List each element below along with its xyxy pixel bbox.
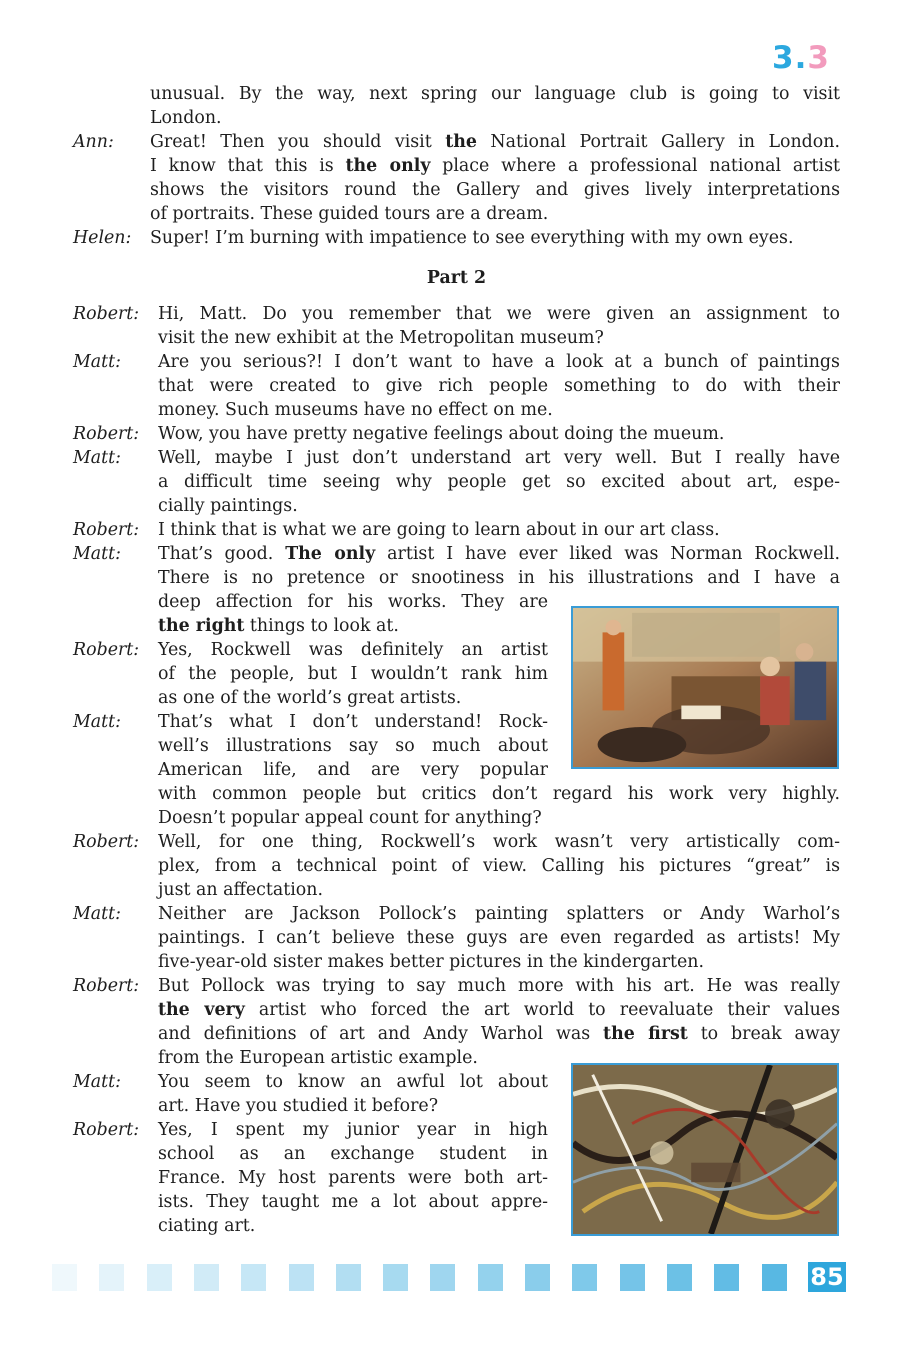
- dialogue-line: [73, 350, 840, 374]
- stripe-square: [147, 1264, 172, 1291]
- dialogue-line: [73, 446, 840, 470]
- unit-number-main: 3: [772, 40, 795, 76]
- line-text-segment: Yes, I spent my junior year in high: [158, 1120, 548, 1140]
- stripe-square: [99, 1264, 124, 1291]
- speaker-name: Robert:: [73, 832, 140, 852]
- dialogue-line: London.: [150, 108, 222, 128]
- line-text-segment: place where a professional national artist: [430, 156, 840, 176]
- line-text-segment: art. Have you studied it before?: [158, 1096, 439, 1116]
- bold-phrase: the first: [603, 1024, 688, 1044]
- line-text-segment: Great! Then you should visit: [150, 132, 446, 152]
- stripe-square: [572, 1264, 597, 1291]
- stripe-square: [620, 1264, 645, 1291]
- dialogue-line: [73, 374, 840, 398]
- bold-phrase: the: [445, 132, 477, 152]
- dialogue-line: [73, 686, 548, 710]
- line-text-segment: That’s what I don’t understand! Rock-: [158, 712, 548, 732]
- dialogue-entry: [73, 974, 840, 1070]
- line-text-segment: Are you serious?! I don’t want to have a look at a bunch of paintings: [158, 352, 840, 372]
- dialogue-line: [73, 998, 840, 1022]
- line-text-segment: school as an exchange student in: [158, 1144, 548, 1164]
- line-text-segment: Yes, Rockwell was definitely an artist: [158, 640, 548, 660]
- speaker-name: Matt:: [73, 448, 122, 468]
- speaker-name: Robert:: [73, 424, 140, 444]
- line-text-segment: I think that is what we are going to learn about in our art class.: [158, 520, 720, 540]
- line-text-segment: paintings. I can’t believe these guys are even regarded as artists! My: [158, 928, 840, 948]
- dialogue-line: [73, 662, 548, 686]
- dialogue-entry: [73, 518, 840, 542]
- dialogue-line: [73, 1070, 548, 1094]
- line-text-segment: Doesn’t popular appeal count for anything?: [158, 808, 542, 828]
- stripe-square: [289, 1264, 314, 1291]
- rockwell-painting-image: [571, 606, 839, 769]
- bold-phrase: the very: [158, 1000, 245, 1020]
- dialogue-line: [73, 1022, 840, 1046]
- dialogue-line: [73, 542, 840, 566]
- line-text-segment: of the people, but I wouldn’t rank him: [158, 664, 548, 684]
- speaker-name: Matt:: [73, 352, 122, 372]
- stripe-square: [336, 1264, 361, 1291]
- dialogue-line: [73, 154, 840, 178]
- line-text-segment: well’s illustrations say so much about: [158, 736, 548, 756]
- dialogue-line: [73, 398, 840, 422]
- dialogue-line: [73, 638, 548, 662]
- line-text-segment: Well, maybe I just don’t understand art very well. But I really have: [158, 448, 840, 468]
- speaker-name: Matt:: [73, 1072, 122, 1092]
- dialogue-line: [73, 1166, 548, 1190]
- dialogue-line: [73, 590, 548, 614]
- line-text-segment: ists. They taught me a lot about appre-: [158, 1192, 548, 1212]
- dialogue-line: [73, 830, 840, 854]
- dialogue-line: [73, 926, 840, 950]
- line-text-segment: cially paintings.: [158, 496, 298, 516]
- line-text-segment: that were created to give rich people something to do with their: [158, 376, 840, 396]
- dialogue-line: [73, 974, 840, 998]
- stripe-square: [430, 1264, 455, 1291]
- dialogue-line: [73, 422, 840, 446]
- line-text-segment: American life, and are very popular: [158, 760, 548, 780]
- dialogue-entry: [73, 130, 840, 226]
- line-text-segment: Super! I’m burning with impatience to see everything with my own eyes.: [150, 228, 794, 248]
- dialogue-line: [73, 1214, 548, 1238]
- line-text-segment: from the European artistic example.: [158, 1048, 478, 1068]
- dialogue-line: [73, 902, 840, 926]
- dialogue-entry: [73, 226, 840, 250]
- speaker-name: Matt:: [73, 544, 122, 564]
- line-text-segment: But Pollock was trying to say much more with his art. He was really: [158, 976, 840, 996]
- dialogue-entry: [73, 422, 840, 446]
- dialogue-entry: [73, 350, 840, 422]
- line-text-segment: ciating art.: [158, 1216, 256, 1236]
- stripe-square: [762, 1264, 787, 1291]
- dialogue-line: [73, 518, 840, 542]
- speaker-name: Robert:: [73, 976, 140, 996]
- line-text-segment: Wow, you have pretty negative feelings about doing the mueum.: [158, 424, 725, 444]
- speaker-name: Matt:: [73, 712, 122, 732]
- line-text-segment: artist I have ever liked was Norman Rockwell.: [375, 544, 841, 564]
- dialogue-line: [73, 302, 840, 326]
- stripe-square: [478, 1264, 503, 1291]
- line-text-segment: There is no pretence or snootiness in his illustrations and I have a: [158, 568, 840, 588]
- dialogue-line: [73, 854, 840, 878]
- dialogue-line: [73, 226, 840, 250]
- dialogue-line: [73, 950, 840, 974]
- dialogue-line: [73, 470, 840, 494]
- dialogue-line: [73, 494, 840, 518]
- line-text-segment: visit the new exhibit at the Metropolitan museum?: [158, 328, 604, 348]
- dialogue-entry: [73, 902, 840, 974]
- stripe-square: [241, 1264, 266, 1291]
- bold-phrase: the only: [345, 156, 431, 176]
- line-text-segment: of portraits. These guided tours are a dream.: [150, 204, 549, 224]
- line-text-segment: things to look at.: [244, 616, 399, 636]
- speaker-name: Ann:: [73, 132, 114, 152]
- dialogue-line: [73, 1118, 548, 1142]
- bold-phrase: The only: [285, 544, 376, 564]
- line-text-segment: Hi, Matt. Do you remember that we were given an assignment to: [158, 304, 840, 324]
- dialogue-line: [73, 734, 548, 758]
- line-text-segment: Well, for one thing, Rockwell’s work wasn’t very artistically com-: [158, 832, 840, 852]
- stripe-square: [714, 1264, 739, 1291]
- dialogue-line: [73, 1094, 548, 1118]
- line-text-segment: That’s good.: [158, 544, 286, 564]
- line-text-segment: I know that this is: [150, 156, 346, 176]
- page-number: 85: [808, 1262, 846, 1292]
- stripe-square: [383, 1264, 408, 1291]
- line-text-segment: National Portrait Gallery in London.: [476, 132, 840, 152]
- dialogue-line: unusual. By the way, next spring our language club is going to visit: [150, 84, 840, 104]
- dialogue-line: [73, 1142, 548, 1166]
- stripe-square: [525, 1264, 550, 1291]
- line-text-segment: a difficult time seeing why people get so excited about art, espe-: [158, 472, 840, 492]
- dialogue-line: [73, 326, 840, 350]
- dialogue-line: [73, 178, 840, 202]
- unit-number-sub: 3: [807, 40, 830, 76]
- dialogue-line: [73, 202, 840, 226]
- part2-heading: Part 2: [426, 268, 487, 288]
- line-text-segment: to break away: [687, 1024, 840, 1044]
- dialogue-line: [73, 614, 548, 638]
- dialogue-line: [73, 806, 840, 830]
- dialogue-line: [73, 130, 840, 154]
- line-text-segment: with common people but critics don’t regard his work very highly.: [158, 784, 840, 804]
- dialogue-entry: [73, 830, 840, 902]
- unit-number: [772, 40, 842, 76]
- line-text-segment: You seem to know an awful lot about: [158, 1072, 548, 1092]
- dialogue-entry: [73, 446, 840, 518]
- stripe-square: [667, 1264, 692, 1291]
- stripe-square: [194, 1264, 219, 1291]
- line-text-segment: and definitions of art and Andy Warhol was: [158, 1024, 604, 1044]
- bold-phrase: the right: [158, 616, 245, 636]
- line-text-segment: plex, from a technical point of view. Calling his pictures “great” is: [158, 856, 840, 876]
- line-text-segment: shows the visitors round the Gallery and gives lively interpretations: [150, 180, 840, 200]
- part1-dialogue: [73, 82, 840, 250]
- line-text-segment: as one of the world’s great artists.: [158, 688, 462, 708]
- dialogue-line: [73, 878, 840, 902]
- dialogue-line: [73, 1190, 548, 1214]
- line-text-segment: just an affectation.: [158, 880, 323, 900]
- line-text-segment: money. Such museums have no effect on me.: [158, 400, 553, 420]
- line-text-segment: five-year-old sister makes better pictures in the kindergarten.: [158, 952, 705, 972]
- line-text-segment: Neither are Jackson Pollock’s painting splatters or Andy Warhol’s: [158, 904, 840, 924]
- line-text-segment: deep affection for his works. They are: [158, 592, 548, 612]
- dialogue-entry: [73, 302, 840, 350]
- speaker-name: Robert:: [73, 520, 140, 540]
- dialogue-entry-continued: [73, 82, 840, 130]
- line-text-segment: France. My host parents were both art-: [158, 1168, 548, 1188]
- dialogue-line: [73, 782, 840, 806]
- speaker-name: Robert:: [73, 640, 140, 660]
- speaker-name: Robert:: [73, 1120, 140, 1140]
- line-text-segment: artist who forced the art world to reevaluate their values: [244, 1000, 841, 1020]
- dialogue-line: [73, 566, 840, 590]
- speaker-name: Matt:: [73, 904, 122, 924]
- dialogue-line: [73, 758, 548, 782]
- speaker-name: Robert:: [73, 304, 140, 324]
- speaker-name: Helen:: [73, 228, 132, 248]
- dialogue-line: [73, 710, 548, 734]
- unit-number-dot: .: [794, 40, 808, 76]
- stripe-square: [52, 1264, 77, 1291]
- pollock-painting-image: [571, 1063, 839, 1236]
